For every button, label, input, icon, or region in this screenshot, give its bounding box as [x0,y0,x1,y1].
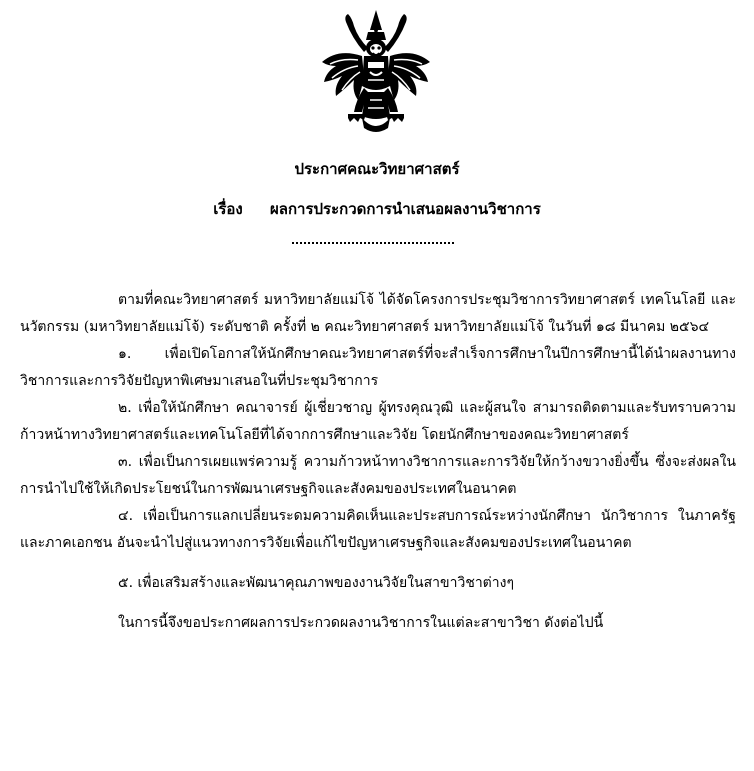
intro-paragraph: ตามที่คณะวิทยาศาสตร์ มหาวิทยาลัยแม่โจ้ ได้จัดโครงการประชุมวิชาการวิทยาศาสตร์ เทคโนโลยี และนวัตกรรม (มหาวิทยาลัยแม่โจ้) ระดับชาติ ครั้งที่ ๒ คณะวิทยาศาสตร์ มหาวิทยาลัยแม่โจ้ ในวันที่ ๑๘ มีนาคม ๒๕๖๔ [20,292,736,335]
objective-item-1: ๑. เพื่อเปิดโอกาสให้นักศึกษาคณะวิทยาศาสตร์ที่จะสำเร็จการศึกษาในปีการศึกษานี้ได้นำผลงานทางวิชาการและการวิจัยปัญหาพิเศษมาเสนอในที่ประชุมวิชาการ [20,346,736,389]
announcement-title: ประกาศคณะวิทยาศาสตร์ [294,160,460,178]
announcement-subject-line [0,198,754,220]
objective-item-4: ๔. เพื่อเป็นการแลกเปลี่ยนระดมความคิดเห็นและประสบการณ์ระหว่างนักศึกษา นักวิชาการ ในภาครัฐและภาคเอกชน อันจะนำไปสู่แนวทางการวิจัยเพื่อแก้ไขปัญหาเศรษฐกิจและสังคมของประเทศในอนาคต [20,508,736,551]
subject-text: ผลการประกวดการนำเสนอผลงานวิชาการ [269,200,541,218]
objective-item-2: ๒. เพื่อให้นักศึกษา คณาจารย์ ผู้เชี่ยวชาญ ผู้ทรงคุณวุฒิ และผู้สนใจ สามารถติดตามและรับทราบความก้าวหน้าทางวิทยาศาสตร์และเทคโนโลยีที่ได้จากการศึกษาและวิจัย โดยนักศึกษาของคณะวิทยาศาสตร์ [20,400,736,443]
announcement-body [20,287,736,637]
title-divider [292,242,454,244]
closing-paragraph: ในการนี้จึงขอประกาศผลการประกวดผลงานวิชาการในแต่ละสาขาวิชา ดังต่อไปนี้ [118,615,604,631]
objective-item-3: ๓. เพื่อเป็นการเผยแพร่ความรู้ ความก้าวหน้าทางวิชาการและการวิจัยให้กว้างขวางยิ่งขึ้น ซึ่งจะส่งผลในการนำไปใช้ให้เกิดประโยชน์ในการพัฒนาเศรษฐกิจและสังคมของประเทศในอนาคต [20,454,736,497]
subject-label: เรื่อง [213,200,243,218]
garuda-emblem-icon [318,8,434,136]
objective-item-5: ๕. เพื่อเสริมสร้างและพัฒนาคุณภาพของงานวิจัยในสาขาวิชาต่างๆ [118,575,514,591]
